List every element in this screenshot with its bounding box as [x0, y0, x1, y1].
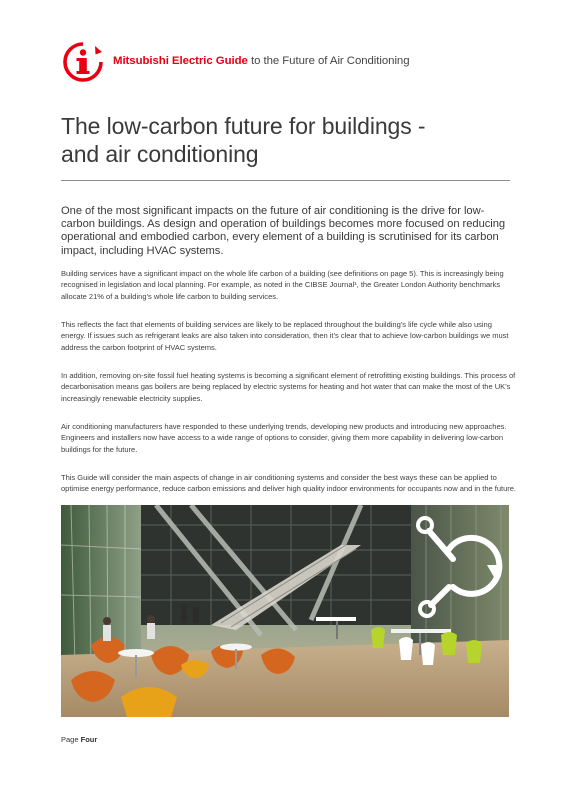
body-paragraph-1: Building services have a significant impact on the whole life carbon of a building (see definitions on page 5). This is increasingly being recognised in legislation and local planning. For example, as noted in the CIBSE Journal¹, the Greater London Authority benchmarks allocate 21% of a building’s whole life carbon to building services.	[61, 269, 504, 301]
body-paragraph-2: This reflects the fact that elements of building services are likely to be replaced throughout the building’s life cycle while also using energy. If issues such as refrigerant leaks are also taken into consideration, then it’s clear that to achieve low-carbon buildings we must address the carbon footprint of HVAC systems.	[61, 320, 509, 352]
page-title-line-1: The low-carbon future for buildings -	[61, 113, 426, 139]
body-paragraph-4: Air conditioning manufacturers have responded to these underlying trends, developing new products and introducing new approaches. Engineers and installers now have access to a wide range of options to consider, giving them more capability in delivering low-carbon buildings for the future.	[61, 422, 507, 454]
page-label: Page	[61, 735, 79, 744]
page-footer	[61, 735, 97, 744]
body-paragraph-5: This Guide will consider the main aspects of change in air conditioning systems and consider the best ways these can be applied to optimise energy performance, reduce carbon emissions and deliver high quality indoor environments for occupants now and in the future.	[61, 473, 517, 494]
page-title-line-2: and air conditioning	[61, 141, 259, 167]
header-brand: Mitsubishi Electric Guide	[113, 55, 248, 67]
header-tagline: to the Future of Air Conditioning	[247, 55, 410, 67]
atrium-photo	[61, 505, 509, 717]
page-number: Four	[80, 735, 98, 744]
page-header	[61, 40, 531, 84]
info-circle-logo-icon	[61, 40, 105, 84]
title-divider	[61, 180, 510, 181]
page-title	[61, 112, 521, 168]
header-title	[113, 55, 410, 67]
intro-paragraph: One of the most significant impacts on the future of air conditioning is the drive for low-carbon buildings. As design and operation of buildings becomes more focused on reducing operational and embodied carbon, every element of a building is scrutinised for its carbon impact, including HVAC systems.	[61, 205, 506, 257]
body-paragraph-3: In addition, removing on-site fossil fuel heating systems is becoming a significant element of retrofitting existing buildings. This process of decarbonisation means gas boilers are being replaced by electric systems for heating and hot water that can make the most of the UK’s increasingly renewable electricity supplies.	[61, 371, 516, 403]
